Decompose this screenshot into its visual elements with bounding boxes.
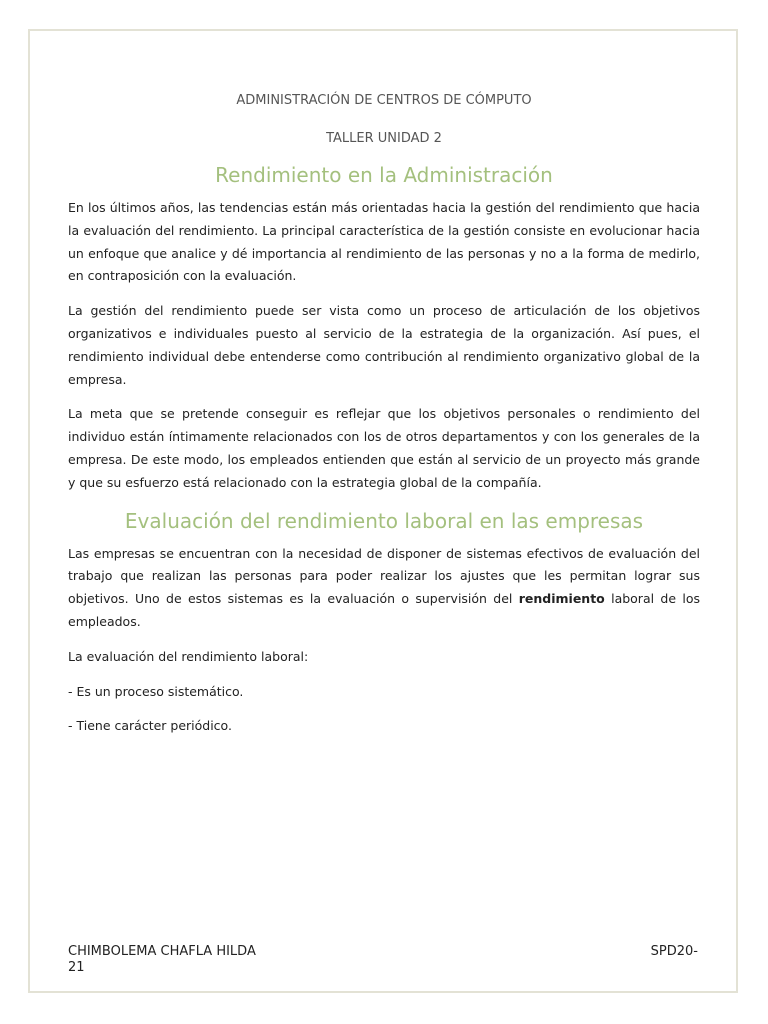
section-2-title: Evaluación del rendimiento laboral en las empresas — [124, 508, 644, 533]
intro-text-end: laboral de los empleados. — [68, 591, 700, 629]
list-item-2: - Tiene carácter periódico. — [68, 718, 232, 734]
section-1-title: Rendimiento en la Administración — [215, 163, 553, 187]
workshop-heading: TALLER UNIDAD 2 — [326, 131, 442, 146]
document-body — [68, 92, 700, 750]
section-1-paragraph-2: La gestión del rendimiento puede ser vista como un proceso de articulación de los objetivos organizativos e individuales puesto al servicio de la estrategia de la organización. Así pues, el rendimiento individual debe entenderse como contribución al rendimiento organizativo global de la empresa. — [68, 303, 700, 387]
footer-author: CHIMBOLEMA CHAFLA HILDA — [68, 944, 256, 959]
intro-text-start: Las empresas se encuentran con la necesidad de disponer de sistemas efectivos de evaluación del trabajo que realizan las personas para poder realizar los ajustes que les permitan lograr sus objetivos. Uno de estos sistemas es la evaluación o supervisión del — [68, 545, 700, 607]
section-1-paragraph-3: La meta que se pretende conseguir es reflejar que los objetivos personales o rendimiento del individuo están íntimamente relacionados con los de otros departamentos y con los generales de la empresa. De este modo, los empleados entienden que están al servicio de un proyecto más grande y que su esfuerzo está relacionado con la estrategia global de la compañía. — [68, 406, 700, 490]
list-intro: La evaluación del rendimiento laboral: — [68, 648, 309, 664]
intro-bold-term: rendimiento — [518, 591, 605, 607]
section-2-intro-paragraph — [68, 543, 700, 634]
course-heading: ADMINISTRACIÓN DE CENTROS DE CÓMPUTO — [236, 93, 532, 108]
footer-code: SPD20- — [650, 944, 698, 959]
section-1-paragraph-1: En los últimos años, las tendencias están más orientadas hacia la gestión del rendimiento que hacia la evaluación del rendimiento. La principal característica de la gestión consiste en evolucionar hacia un enfoque que analice y dé importancia al rendimiento de las personas y no a la forma de medirlo, en contraposición con la evaluación. — [68, 200, 700, 284]
list-item-1: - Es un proceso sistemático. — [68, 683, 244, 699]
footer-code-continued: 21 — [68, 960, 85, 975]
